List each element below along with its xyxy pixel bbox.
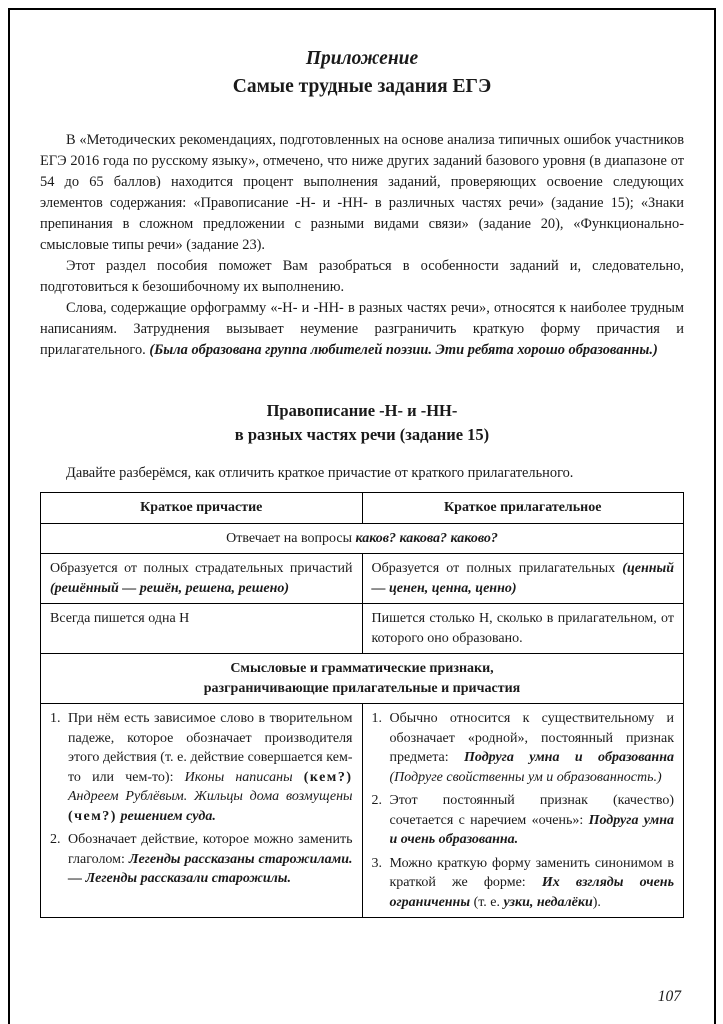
questions-cell (41, 523, 684, 554)
appendix-subtitle: Самые трудные задания ЕГЭ (232, 76, 492, 97)
n-rule-adjective-cell: Пишется столько Н, сколько в прилагательном, от которого оно образовано. (362, 604, 684, 654)
formation-adjective-example: (ценный — ценен, ценна, ценно) (371, 561, 674, 596)
participle-feature-1-text: При нём есть зависимое слово в творительном падеже, которое обозначает производителя этого действия (т. е. действие совершается кем-то или чем-то): (68, 711, 353, 785)
item-number: 3. (371, 855, 382, 871)
features-header-cell (41, 654, 684, 704)
participle-feature-2-example: Легенды рассказаны старожилами. — Легенды рассказали старожилы. (68, 851, 353, 886)
n-rule-participle-cell: Всегда пишется одна Н (41, 604, 363, 654)
adjective-feature-3-note-post: ). (592, 894, 601, 910)
formation-participle-cell (41, 554, 363, 604)
section-heading-line-1: Правописание -Н- и -НН- (266, 401, 458, 420)
features-header-line-2: разграничивающие прилагательные и причастия (203, 680, 521, 696)
intro-text-block (40, 130, 684, 361)
item-number: 1. (371, 711, 382, 726)
item-number: 1. (50, 711, 61, 726)
features-header-line-1: Смысловые и грамматические признаки, (230, 661, 494, 676)
formation-participle-text: Образуется от полных страдательных причастий (50, 561, 353, 576)
participle-feature-1-question-2: (чем?) (68, 808, 117, 824)
features-header-row (41, 654, 684, 704)
intro-paragraph-1: В «Методических рекомендациях, подготовленных на основе анализа типичных ошибок участников ЕГЭ 2016 года по русскому языку», отмечено, что ниже других заданий базового уровня (в диапазоне от 54 до 65 баллов) находится процент выполнения заданий, проверяющих освоение следующих элементов содержания: «Правописание -Н- и -НН- в различных частях речи» (задание 15); «Знаки препинания в сложном предложении с разными видами связи» (задание 20), «Функционально-смысловые типы речи» (задание 23). (40, 132, 684, 253)
adjective-feature-1-example: Подруга умна и образованна (464, 750, 674, 765)
intro-paragraph-3-text: Слова, содержащие орфограмму «-Н- и -НН- в разных частях речи», относятся к наиболее трудным написаниям. Затруднения вызывает неумение разграничить краткую форму причастия и прилагательного. (40, 300, 684, 358)
formation-adjective-text: Образуется от полных прилагательных (371, 561, 623, 576)
questions-emphasis: каков? какова? каково? (355, 530, 498, 546)
participle-feature-1-example-2: Андреем Рублёвым. Жильцы дома возмущены (68, 789, 353, 804)
participle-features-list (50, 709, 353, 889)
table-lead-sentence: Давайте разберёмся, как отличить краткое причастие от краткого прилагательного. (66, 465, 574, 481)
formation-participle-example: (решённый — решён, решена, решено) (50, 580, 290, 596)
section-heading-line-2: в разных частях речи (задание 15) (234, 425, 490, 444)
intro-paragraph-2: Этот раздел пособия поможет Вам разобраться в особенности заданий и, следовательно, подготовиться к безошибочному их выполнению. (40, 258, 684, 295)
adjective-feature-3-synonyms: узки, недалёки (503, 894, 593, 910)
participle-feature-1-question-1: (кем?) (303, 769, 353, 785)
adjective-feature-2-example: Подруга умна и очень образованна. (389, 812, 674, 847)
adjective-feature-3-note-pre: (т. е. (470, 894, 504, 910)
column-header-adjective: Краткое прилагательное (362, 493, 684, 524)
adjective-feature-2 (372, 791, 675, 850)
adjective-feature-1-text: Обычно относится к существительному и обозначает «родной», постоянный признак предмета: (389, 711, 674, 765)
page-frame (8, 8, 716, 1024)
intro-paragraph-3 (40, 298, 684, 361)
adjective-feature-3-text: Можно краткую форму заменить синонимом в краткой же форме: (389, 855, 674, 890)
adjective-features-list (372, 709, 675, 912)
intro-paragraph-3-example: (Была образована группа любителей поэзии. Эти ребята хорошо образованны.) (149, 342, 658, 358)
comparison-table (40, 492, 684, 918)
adjective-feature-1 (372, 709, 675, 787)
participle-feature-2-text: Обозначает действие, которое можно заменить глаголом: (68, 832, 353, 867)
table-header-row (41, 493, 684, 524)
participle-feature-1-example-1: Иконы написаны (184, 769, 304, 785)
item-number: 2. (50, 832, 61, 847)
page-number: 107 (657, 988, 681, 1005)
appendix-title: Приложение (305, 48, 419, 69)
participle-feature-2 (50, 830, 353, 889)
n-rule-row (41, 604, 684, 654)
item-number: 2. (371, 793, 382, 808)
participle-features-cell (41, 704, 363, 918)
section-heading (40, 399, 684, 447)
adjective-feature-3 (372, 854, 675, 913)
questions-text: Отвечает на вопросы (226, 530, 356, 546)
questions-row (41, 523, 684, 554)
participle-feature-1-example-3: решением суда. (116, 808, 216, 824)
adjective-feature-1-note: (Подруге свойственны ум и образованность.) (389, 769, 662, 785)
formation-row (41, 554, 684, 604)
adjective-feature-2-text: Этот постоянный признак (качество) сочетается с наречием «очень»: (389, 793, 674, 828)
adjective-features-cell (362, 704, 684, 918)
column-header-participle: Краткое причастие (41, 493, 363, 524)
adjective-feature-3-example: Их взгляды очень ограниченны (389, 875, 674, 910)
features-row (41, 704, 684, 918)
formation-adjective-cell (362, 554, 684, 604)
participle-feature-1 (50, 709, 353, 826)
